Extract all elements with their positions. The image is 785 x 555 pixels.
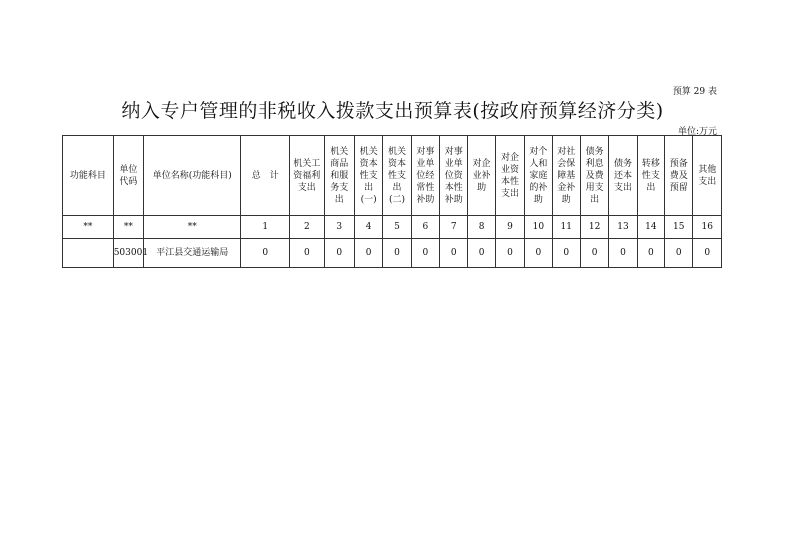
data-cell: 0 [383, 239, 411, 268]
index-cell: 3 [324, 216, 354, 239]
header-cell: 其他支出 [693, 136, 722, 216]
data-cell: 0 [411, 239, 439, 268]
index-cell: 8 [468, 216, 495, 239]
data-cell [63, 239, 114, 268]
header-cell: 机关商品和服务支出 [324, 136, 354, 216]
header-cell: 对企业资本性支出 [495, 136, 524, 216]
page-title: 纳入专户管理的非税收入拨款支出预算表(按政府预算经济分类) [121, 100, 664, 122]
data-cell: 0 [637, 239, 664, 268]
data-cell: 0 [495, 239, 524, 268]
index-cell: ** [63, 216, 114, 239]
header-cell: 对事业单位经常性补助 [411, 136, 439, 216]
index-cell: 14 [637, 216, 664, 239]
data-cell: 0 [324, 239, 354, 268]
header-cell: 对事业单位资本性补助 [440, 136, 468, 216]
index-cell: ** [113, 216, 143, 239]
index-cell: 11 [552, 216, 580, 239]
header-cell: 单位名称(功能科目) [144, 136, 241, 216]
header-cell: 机关工资福利支出 [290, 136, 324, 216]
header-cell: 机关资本性支出(一) [354, 136, 382, 216]
data-cell: 0 [525, 239, 552, 268]
form-number: 预算 29 表 [672, 87, 717, 97]
header-cell: 债务还本支出 [609, 136, 637, 216]
table-row [63, 239, 722, 268]
data-cell: 0 [241, 239, 290, 268]
data-cell: 0 [290, 239, 324, 268]
unit-label: 单位:万元 [677, 127, 717, 137]
header-cell: 预备费及预留 [665, 136, 693, 216]
index-cell: 4 [354, 216, 382, 239]
index-cell: 10 [525, 216, 552, 239]
index-row [63, 216, 722, 239]
header-cell: 机关资本性支出(二) [383, 136, 411, 216]
index-cell: 6 [411, 216, 439, 239]
data-cell: 0 [693, 239, 722, 268]
index-cell: 13 [609, 216, 637, 239]
index-cell: 5 [383, 216, 411, 239]
data-cell: 0 [552, 239, 580, 268]
data-cell: 0 [665, 239, 693, 268]
data-cell: 平江县交通运输局 [144, 239, 241, 268]
header-cell: 债务利息及费用支出 [580, 136, 608, 216]
header-cell: 转移性支出 [637, 136, 664, 216]
index-cell: 15 [665, 216, 693, 239]
data-cell: 0 [609, 239, 637, 268]
header-row [63, 136, 722, 216]
index-cell: 9 [495, 216, 524, 239]
header-cell: 对企业补助 [468, 136, 495, 216]
index-cell: 1 [241, 216, 290, 239]
index-cell: ** [144, 216, 241, 239]
data-cell: 0 [580, 239, 608, 268]
data-cell: 503001 [113, 239, 143, 268]
budget-table [62, 135, 722, 268]
index-cell: 7 [440, 216, 468, 239]
index-cell: 2 [290, 216, 324, 239]
index-cell: 12 [580, 216, 608, 239]
header-cell: 功能科目 [63, 136, 114, 216]
header-cell: 对个人和家庭的补助 [525, 136, 552, 216]
data-cell: 0 [468, 239, 495, 268]
header-cell: 单位代码 [113, 136, 143, 216]
header-cell: 总 计 [241, 136, 290, 216]
data-cell: 0 [440, 239, 468, 268]
data-cell: 0 [354, 239, 382, 268]
header-cell: 对社会保障基金补助 [552, 136, 580, 216]
index-cell: 16 [693, 216, 722, 239]
